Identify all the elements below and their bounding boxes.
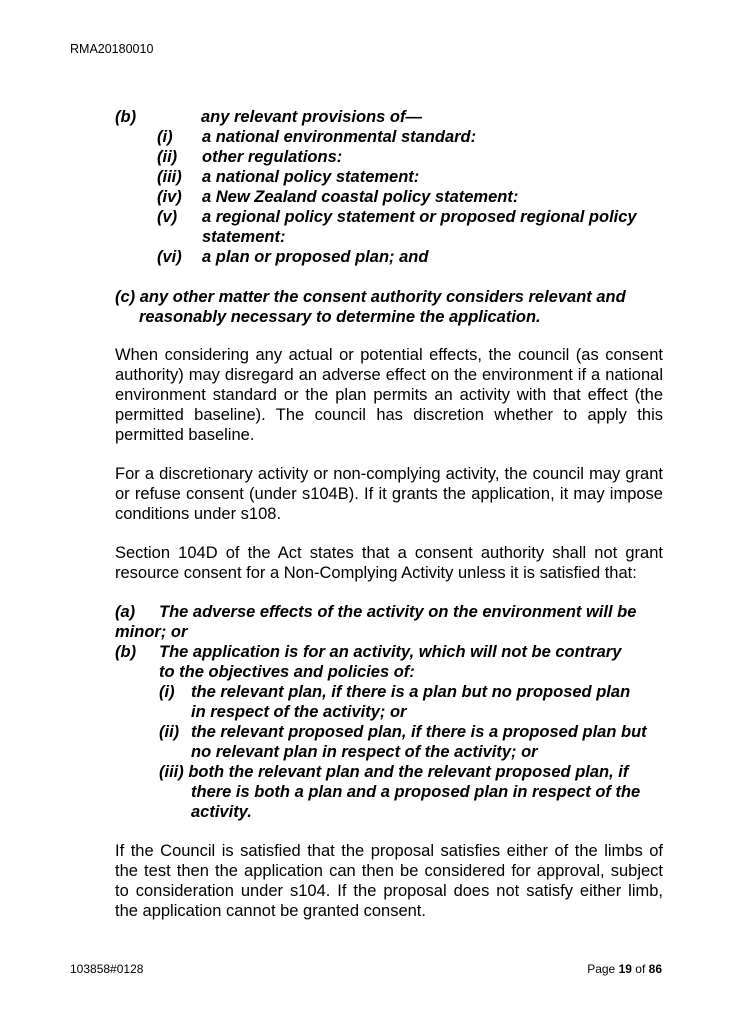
list-text-continued: no relevant plan in respect of the activity; or: [191, 743, 538, 761]
list-text: the relevant proposed plan, if there is a proposed plan but: [191, 723, 647, 741]
list-text: a New Zealand coastal policy statement:: [202, 188, 519, 206]
list-text-continued: in respect of the activity; or: [191, 703, 407, 721]
list-label: (b): [115, 108, 137, 126]
list-label: (iii): [157, 168, 182, 186]
paragraph-permitted-baseline: When considering any actual or potential effects, the council (as consent authority) may disregard an adverse effect on the environment if a national environment standard or the plan permits an activity with that effect (the permitted baseline). The council has discretion whether to apply this permitted baseline.: [115, 346, 663, 444]
current-page: 19: [618, 962, 632, 976]
list-text: a regional policy statement or proposed regional policy: [202, 208, 637, 226]
paragraph-conclusion: If the Council is satisfied that the proposal satisfies either of the limbs of the test then the application can then be considered for approval, subject to consideration under s104. If the proposal does not satisfy either limb, the application cannot be granted consent.: [115, 842, 663, 920]
list-text-continued: statement:: [202, 228, 286, 246]
list-item-c-continued: reasonably necessary to determine the application.: [139, 308, 541, 326]
list-label: (iv): [157, 188, 182, 206]
list-label: (a): [115, 603, 136, 621]
paragraph-discretionary: For a discretionary activity or non-complying activity, the council may grant or refuse consent (under s104B). If it grants the application, it may impose conditions under s108.: [115, 465, 663, 523]
paragraph-section-104d: Section 104D of the Act states that a consent authority shall not grant resource consent for a Non-Complying Activity unless it is satisfied that:: [115, 544, 663, 582]
list-text: The application is for an activity, which will not be contrary: [159, 643, 622, 661]
list-text-continued: to the objectives and policies of:: [159, 663, 415, 681]
list-label: (ii): [159, 723, 180, 741]
list-label: (vi): [157, 248, 182, 266]
list-text: a plan or proposed plan; and: [202, 248, 429, 266]
list-label: (v): [157, 208, 178, 226]
list-text: the relevant plan, if there is a plan but no proposed plan: [191, 683, 631, 701]
of-word: of: [635, 962, 646, 976]
list-text: (iii) both the relevant plan and the relevant proposed plan, if: [159, 763, 629, 781]
footer-document-id: 103858#0128: [70, 962, 144, 976]
list-label: (ii): [157, 148, 178, 166]
list-text: a national environmental standard:: [202, 128, 477, 146]
page-word: Page: [587, 962, 616, 976]
list-text: any relevant provisions of—: [201, 108, 422, 126]
list-text-continued: activity.: [191, 803, 252, 821]
list-text: a national policy statement:: [202, 168, 420, 186]
list-label: (i): [159, 683, 175, 701]
list-text-continued: there is both a plan and a proposed plan in respect of the: [191, 783, 641, 801]
list-text: other regulations:: [202, 148, 343, 166]
list-text-continued: minor; or: [115, 623, 188, 641]
total-pages: 86: [648, 962, 662, 976]
list-text: The adverse effects of the activity on the environment will be: [159, 603, 637, 621]
list-label: (b): [115, 643, 137, 661]
list-item-c: (c) any other matter the consent authority considers relevant and: [115, 288, 626, 306]
page-number: [587, 962, 662, 976]
list-label: (i): [157, 128, 173, 146]
document-reference: RMA20180010: [70, 42, 154, 56]
